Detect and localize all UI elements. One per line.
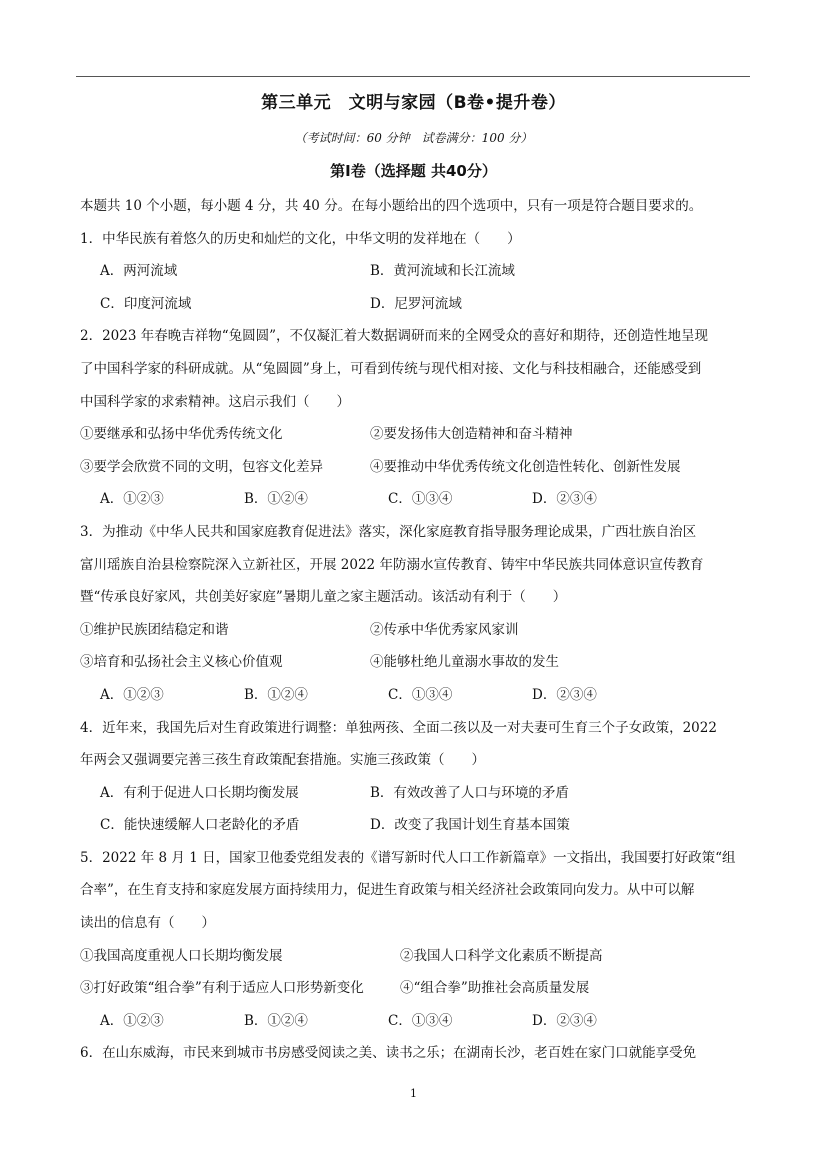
choice-b: B．①②④ bbox=[244, 491, 308, 508]
statement-2: ②我国人口科学文化素质不断提高 bbox=[400, 947, 603, 964]
choice-d: D．②③④ bbox=[532, 1012, 597, 1029]
choice-d: D．②③④ bbox=[532, 686, 597, 703]
question-2-statements-row bbox=[80, 451, 748, 484]
statement-3: ③培育和弘扬社会主义核心价值观 bbox=[80, 654, 283, 671]
question-3-statements-row bbox=[80, 614, 748, 647]
question-5-statements-row bbox=[80, 940, 748, 973]
question-3-stem: 暨“传承良好家风，共创美好家庭”暑期儿童之家主题活动。该活动有利于（ ） bbox=[80, 589, 567, 606]
statement-4: ④“组合拳”助推社会高质量发展 bbox=[400, 980, 590, 997]
choice-c: C．①③④ bbox=[388, 1012, 453, 1029]
option-a: A．有利于促进人口长期均衡发展 bbox=[100, 784, 299, 801]
question-list bbox=[80, 190, 748, 1070]
option-b: B．有效改善了人口与环境的矛盾 bbox=[370, 784, 569, 801]
question-5-stem: 5．2022 年 8 月 1 日，国家卫他委党组发表的《谱写新时代人口工作新篇章》一文指出，我国要打好政策“组 bbox=[80, 849, 736, 866]
option-c: C．印度河流域 bbox=[100, 295, 192, 312]
question-2-stem: 了中国科学家的科研成就。从“兔圆圆”身上，可看到传统与现代相对接、文化与科技相融合，还能感受到 bbox=[80, 360, 702, 377]
statement-3: ③打好政策“组合拳”有利于适应人口形势新变化 bbox=[80, 980, 364, 997]
page-title: 第三单元 文明与家园（B卷•提升卷） bbox=[261, 93, 566, 113]
option-c: C．能快速缓解人口老龄化的矛盾 bbox=[100, 817, 300, 834]
choice-b: B．①②④ bbox=[244, 1012, 308, 1029]
question-4-options-row bbox=[80, 809, 748, 842]
choice-b: B．①②④ bbox=[244, 686, 308, 703]
choice-c: C．①③④ bbox=[388, 491, 453, 508]
option-b: B．黄河流域和长江流域 bbox=[370, 263, 515, 280]
choice-a: A．①②③ bbox=[100, 491, 164, 508]
section-heading: 第Ⅰ卷（选择题 共40分） bbox=[330, 162, 497, 180]
question-2-choices-row bbox=[80, 483, 748, 516]
statement-4: ④要推动中华优秀传统文化创造性转化、创新性发展 bbox=[370, 458, 681, 475]
statement-1: ①要继承和弘扬中华优秀传统文化 bbox=[80, 426, 283, 443]
statement-3: ③要学会欣赏不同的文明，包容文化差异 bbox=[80, 458, 323, 475]
choice-d: D．②③④ bbox=[532, 491, 597, 508]
question-2-statements-row bbox=[80, 418, 748, 451]
option-a: A．两河流域 bbox=[100, 263, 178, 280]
statement-1: ①维护民族团结稳定和谐 bbox=[80, 621, 229, 638]
statement-1: ①我国高度重视人口长期均衡发展 bbox=[80, 947, 283, 964]
question-4-stem: 年两会又强调要完善三孩生育政策配套措施。实施三孩政策（ ） bbox=[80, 752, 485, 769]
question-3-stem: 富川瑶族自治县检察院深入立新社区，开展 2022 年防溺水宣传教育、铸牢中华民族共同体意识宣传教育 bbox=[80, 556, 704, 573]
choice-a: A．①②③ bbox=[100, 686, 164, 703]
question-3-statements-row bbox=[80, 646, 748, 679]
question-1-options-row bbox=[80, 255, 748, 288]
header-rule bbox=[76, 76, 750, 77]
option-d: D．改变了我国计划生育基本国策 bbox=[370, 817, 570, 834]
instruction-text: 本题共 10 个小题，每小题 4 分，共 40 分。在每小题给出的四个选项中，只有一项是符合题目要求的。 bbox=[80, 198, 703, 214]
question-5-stem: 合率”，在生育支持和家庭发展方面持续用力，促进生育政策与相关经济社会政策同向发力。从中可以解 bbox=[80, 882, 695, 899]
option-d: D．尼罗河流域 bbox=[370, 295, 462, 312]
question-3-choices-row bbox=[80, 679, 748, 712]
question-2-stem: 2．2023 年春晚吉祥物“兔圆圆”，不仅凝汇着大数据调研而来的全网受众的喜好和期待，还创造性地呈现 bbox=[80, 328, 709, 345]
statement-4: ④能够杜绝儿童溺水事故的发生 bbox=[370, 654, 559, 671]
statement-2: ②要发扬伟大创造精神和奋斗精神 bbox=[370, 426, 573, 443]
question-4-options-row bbox=[80, 777, 748, 810]
choice-c: C．①③④ bbox=[388, 686, 453, 703]
exam-info: （考试时间：60 分钟 试卷满分：100 分） bbox=[294, 131, 533, 145]
question-4-stem: 4．近年来，我国先后对生育政策进行调整：单独两孩、全面二孩以及一对夫妻可生育三个子女政策，2022 bbox=[80, 719, 717, 736]
question-2-stem: 中国科学家的求索精神。这启示我们（ ） bbox=[80, 393, 350, 410]
question-3-stem: 3．为推动《中华人民共和国家庭教育促进法》落实，深化家庭教育指导服务理论成果，广西壮族自治区 bbox=[80, 523, 697, 540]
question-6-stem: 6．在山东威海，市民来到城市书房感受阅读之美、读书之乐；在湖南长沙，老百姓在家门口就能享受免 bbox=[80, 1045, 697, 1062]
choice-a: A．①②③ bbox=[100, 1012, 164, 1029]
statement-2: ②传承中华优秀家风家训 bbox=[370, 621, 519, 638]
question-5-statements-row bbox=[80, 972, 748, 1005]
question-5-choices-row bbox=[80, 1005, 748, 1038]
question-5-stem: 读出的信息有（ ） bbox=[80, 915, 215, 932]
page-number: 1 bbox=[410, 1087, 417, 1100]
question-1-stem: 1．中华民族有着悠久的历史和灿烂的文化，中华文明的发祥地在（ ） bbox=[80, 230, 521, 247]
question-1-options-row bbox=[80, 288, 748, 321]
